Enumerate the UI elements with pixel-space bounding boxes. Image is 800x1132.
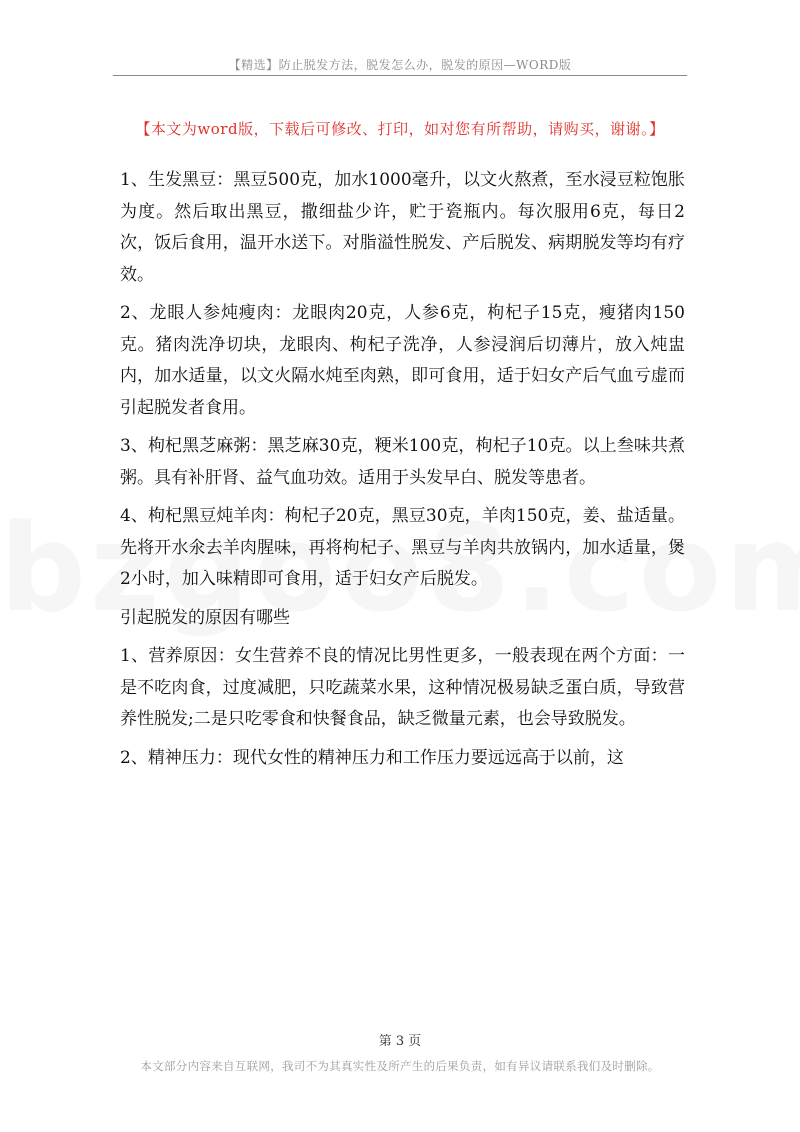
page-number: 第 3 页 (378, 1034, 422, 1049)
section-heading-causes: 引起脱发的原因有哪些 (120, 607, 290, 628)
footer-disclaimer: 本文部分内容来自互联网，我司不为其真实性及所产生的后果负责，如有异议请联系我们及时删除。 (140, 1059, 660, 1073)
download-notice: 【本文为word版，下载后可修改、打印，如对您有所帮助，请购买，谢谢。】 (135, 120, 665, 138)
paragraph-nutrition-cause: 1、营养原因：女生营养不良的情况比男性更多，一般表现在两个方面：一是不吃肉食，过度减肥，只吃蔬菜水果，这种情况极易缺乏蛋白质，导致营养性脱发;二是只吃零食和快餐食品，缺乏微量元素，也会导致脱发。 (120, 646, 685, 729)
header-divider (113, 75, 687, 76)
paragraph-longan-ginseng-recipe: 2、龙眼人参炖瘦肉：龙眼肉20克，人参6克，枸杞子15克，瘦猪肉150克。猪肉洗净切块，龙眼肉、枸杞子洗净，人参浸润后切薄片，放入炖盅内，加水适量，以文火隔水炖至肉熟，即可食用，适于妇女产后气血亏虚而引起脱发者食用。 (120, 303, 685, 418)
paragraph-goji-sesame-porridge: 3、枸杞黑芝麻粥：黑芝麻30克，粳米100克，枸杞子10克。以上叁味共煮粥。具有补肝肾、益气血功效。适用于头发早白、脱发等患者。 (120, 436, 685, 488)
document-body (120, 165, 685, 781)
paragraph-black-bean-recipe: 1、生发黑豆：黑豆500克，加水1000毫升，以文火熬煮，至水浸豆粒饱胀为度。然后取出黑豆，撒细盐少许，贮于瓷瓶内。每次服用6克，每日2次，饭后食用，温开水送下。对脂溢性脱发、产后脱发、病期脱发等均有疗效。 (120, 170, 685, 285)
paragraph-stress-cause: 2、精神压力：现代女性的精神压力和工作压力要远远高于以前，这 (120, 747, 624, 768)
page-header-title: 【精选】防止脱发方法，脱发怎么办，脱发的原因—WORD版 (228, 58, 572, 72)
paragraph-goji-lamb-recipe: 4、枸杞黑豆炖羊肉：枸杞子20克，黑豆30克，羊肉150克，姜、盐适量。先将开水氽去羊肉腥味，再将枸杞子、黑豆与羊肉共放锅内，加水适量，煲2小时，加入味精即可食用，适于妇女产后脱发。 (120, 506, 685, 589)
